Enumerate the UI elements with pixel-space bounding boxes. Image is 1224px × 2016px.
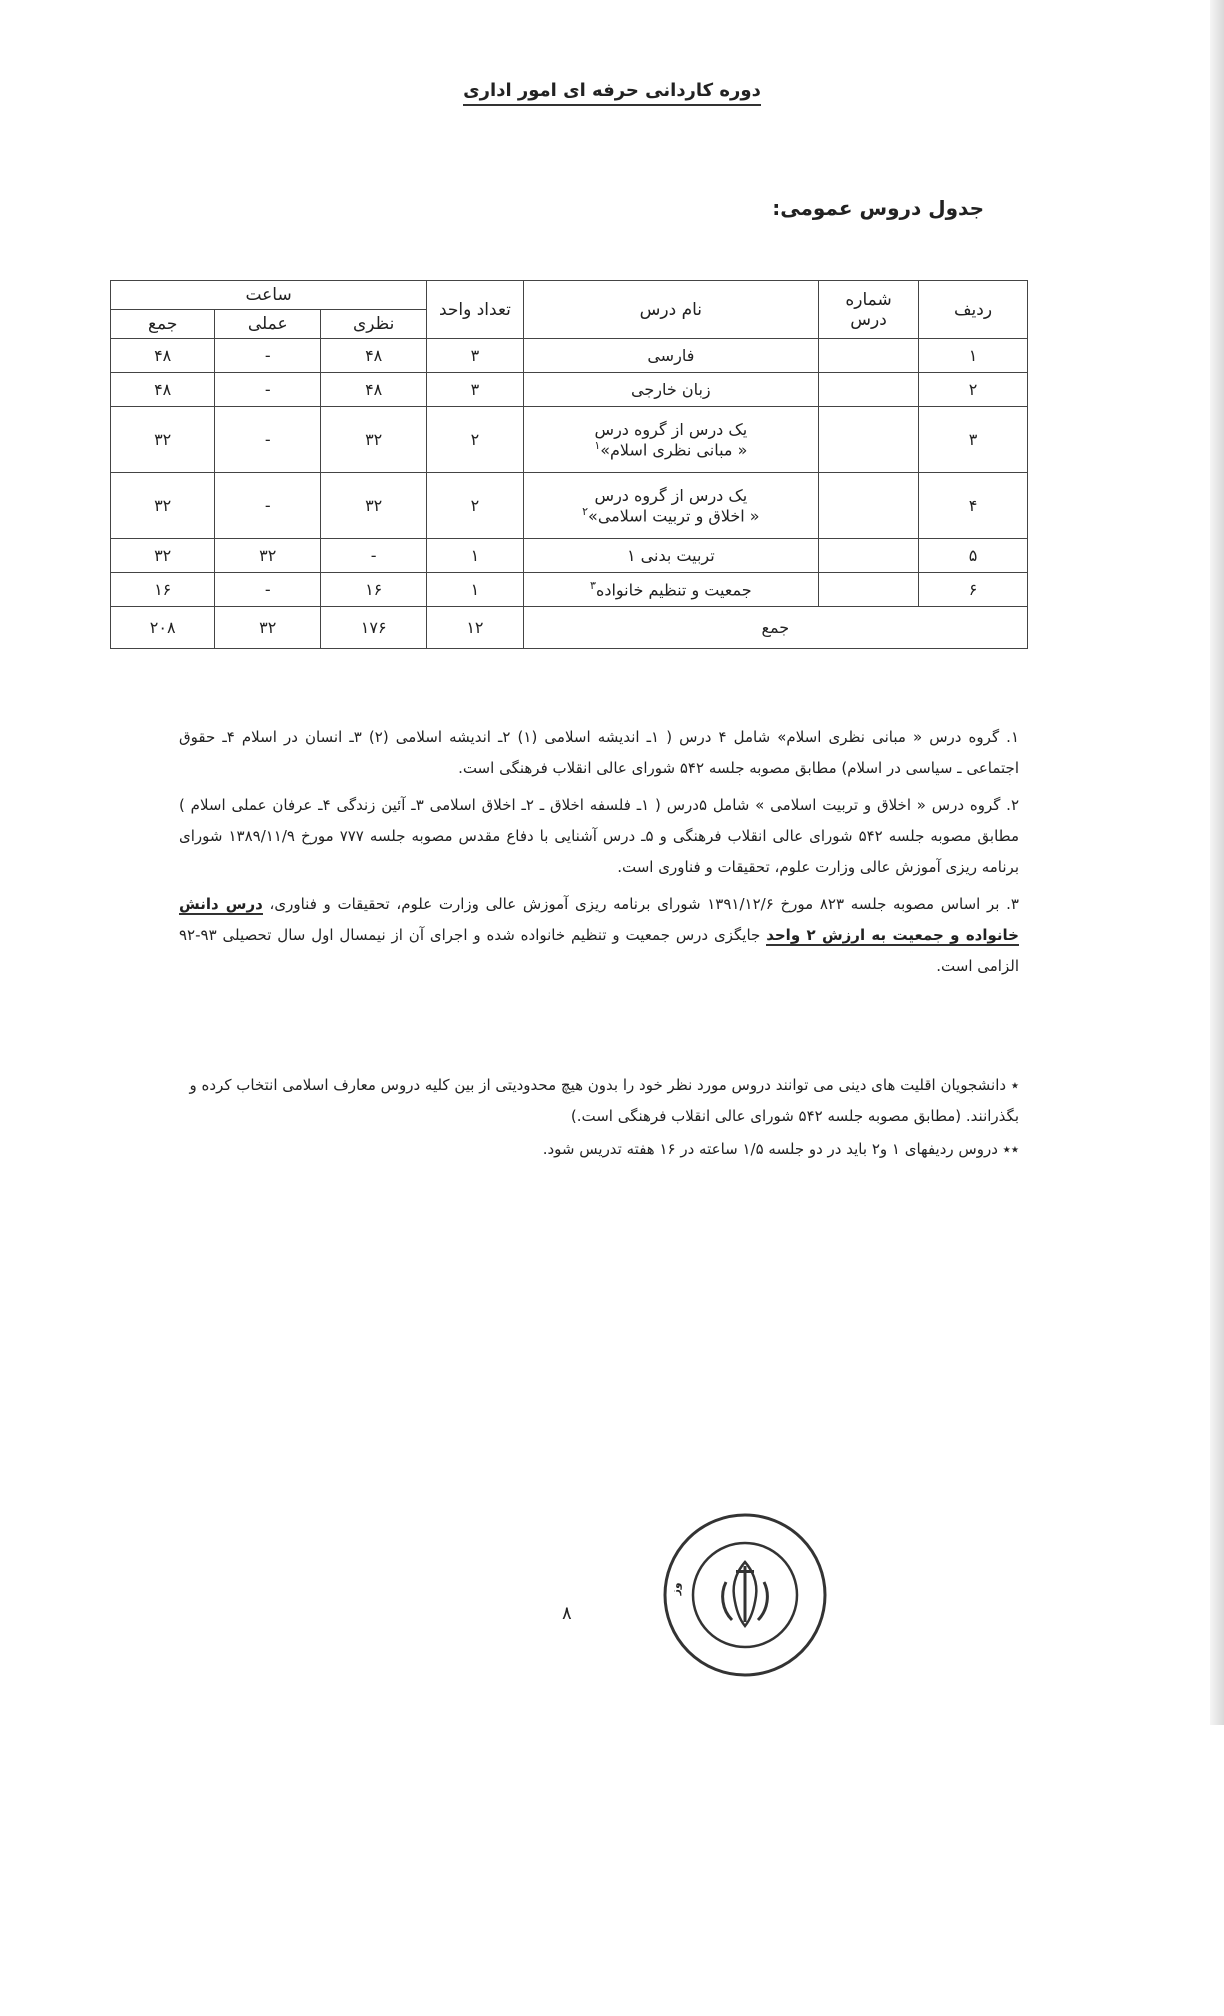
table-header-row: [111, 281, 1028, 310]
cell-units: ۲: [427, 473, 523, 539]
header-practical: عملی: [215, 310, 321, 339]
highlighted-course: درس دانش خانواده و جمعیت به ارزش ۲ واحد: [179, 895, 1019, 944]
cell-radif: ۶: [919, 573, 1028, 607]
cell-total: ۴۸: [111, 373, 215, 407]
cell-practical: -: [215, 473, 321, 539]
note-2: ۲. گروه درس « اخلاق و تربیت اسلامی » شامل ۵درس ( ۱ـ فلسفه اخلاق ـ ۲ـ اخلاق اسلامی ۳ـ آئین زندگی ۴ـ عرفان عملی اسلام ) مطابق مصوبه جلسه ۵۴۲ شورای عالی انقلاب فرهنگی و ۵ـ درس آشنایی با دفاع مقدس مصوبه جلسه ۷۷۷ مورخ ۱۳۸۹/۱۱/۹ شورای برنامه ریزی آموزش عالی وزارت علوم، تحقیقات و فناوری است.: [179, 796, 1020, 876]
cell-radif: ۵: [919, 539, 1028, 573]
notes-section: [179, 722, 1019, 988]
cell-sum-total: ۲۰۸: [111, 607, 215, 649]
header-course-name: نام درس: [523, 281, 818, 339]
cell-units: ۳: [427, 339, 523, 373]
header-hours: ساعت: [111, 281, 427, 310]
cell-course-name: زبان خارجی: [523, 373, 818, 407]
cell-practical: -: [215, 339, 321, 373]
header-units: تعداد واحد: [427, 281, 523, 339]
footnote-marker: ۳: [590, 579, 596, 593]
cell-radif: ۳: [919, 407, 1028, 473]
cell-practical: -: [215, 407, 321, 473]
table-row: [111, 539, 1028, 573]
svg-text:وزارت علوم، تحقیقات و فناوری -: وز: [669, 1581, 684, 1596]
cell-sum-practical: ۳۲: [215, 607, 321, 649]
cell-course-number: [819, 573, 919, 607]
cell-radif: ۲: [919, 373, 1028, 407]
cell-course-number: [819, 339, 919, 373]
document-title: دوره کاردانی حرفه ای امور اداری: [0, 80, 1224, 101]
courses-table: [110, 280, 1028, 649]
cell-theory: ۴۸: [321, 339, 427, 373]
footnote-marker: ۲: [582, 504, 589, 518]
header-total: جمع: [111, 310, 215, 339]
header-course-number: شماره درس: [819, 281, 919, 339]
cell-course-name: جمعیت و تنظیم خانواده$^۳$: [523, 573, 818, 607]
cell-theory: ۴۸: [321, 373, 427, 407]
cell-course-number: [819, 373, 919, 407]
cell-practical: -: [215, 373, 321, 407]
footnote-2: ٭٭ دروس ردیفهای ۱ و۲ باید در دو جلسه ۱/۵ ساعته در ۱۶ هفته تدریس شود.: [542, 1140, 1019, 1158]
cell-course-number: [819, 473, 919, 539]
cell-total: ۳۲: [111, 473, 215, 539]
cell-sum-label: جمع: [523, 607, 1027, 649]
table-row: [111, 373, 1028, 407]
cell-practical: ۳۲: [215, 539, 321, 573]
note-3: ۳. بر اساس مصوبه جلسه ۸۲۳ مورخ ۱۳۹۱/۱۲/۶ شورای برنامه ریزی آموزش عالی وزارت علوم، تحقیقات و فناوری، درس دانش خانواده و جمعیت به ارزش ۲ واحد جایگزی درس جمعیت و تنظیم خانواده شده و اجرای آن از نیمسال اول سال تحصیلی ۹۳-۹۲ الزامی است.: [179, 895, 1019, 975]
cell-theory: ۳۲: [321, 473, 427, 539]
cell-units: ۳: [427, 373, 523, 407]
ministry-seal: [660, 1510, 830, 1680]
cell-units: ۲: [427, 407, 523, 473]
blank-margin: [0, 1725, 1224, 2016]
table-caption: جدول دروس عمومی:: [772, 196, 984, 220]
cell-theory: ۳۲: [321, 407, 427, 473]
course-name-line2: « مبانی نظری اسلام»$^۱$: [594, 438, 748, 460]
cell-sum-theory: ۱۷۶: [321, 607, 427, 649]
header-theory: نظری: [321, 310, 427, 339]
cell-total: ۴۸: [111, 339, 215, 373]
cell-total: ۳۲: [111, 539, 215, 573]
table-sum-row: [111, 607, 1028, 649]
cell-radif: ۴: [919, 473, 1028, 539]
cell-course-name: [523, 473, 818, 539]
page-number: ۸: [562, 1603, 572, 1624]
cell-theory: ۱۶: [321, 573, 427, 607]
cell-theory: -: [321, 539, 427, 573]
cell-units: ۱: [427, 539, 523, 573]
header-radif: ردیف: [919, 281, 1028, 339]
table-row: [111, 473, 1028, 539]
cell-course-name: [523, 407, 818, 473]
note-1: ۱. گروه درس « مبانی نظری اسلام» شامل ۴ درس ( ۱ـ اندیشه اسلامی (۱) ۲ـ اندیشه اسلامی (۲) ۳ـ انسان در اسلام ۴ـ حقوق اجتماعی ـ سیاسی در اسلام) مطابق مصوبه جلسه ۵۴۲ شورای عالی انقلاب فرهنگی است.: [179, 728, 1019, 777]
table-row: [111, 407, 1028, 473]
cell-total: ۱۶: [111, 573, 215, 607]
cell-course-name: فارسی: [523, 339, 818, 373]
course-name-line1: یک درس از گروه درس: [594, 419, 748, 439]
cell-units: ۱: [427, 573, 523, 607]
cell-radif: ۱: [919, 339, 1028, 373]
course-name-line1: یک درس از گروه درس: [594, 485, 748, 505]
table-row: [111, 573, 1028, 607]
footnote-marker: ۱: [594, 438, 601, 452]
cell-total: ۳۲: [111, 407, 215, 473]
table-row: [111, 339, 1028, 373]
cell-course-number: [819, 539, 919, 573]
cell-course-number: [819, 407, 919, 473]
page-edge-shadow: [1210, 0, 1224, 1725]
course-name-line2: « اخلاق و تربیت اسلامی»$^۲$: [582, 504, 760, 526]
cell-practical: -: [215, 573, 321, 607]
footnotes-section: [179, 1070, 1019, 1167]
cell-sum-units: ۱۲: [427, 607, 523, 649]
seal-graphic: [660, 1510, 830, 1680]
cell-course-name: تربیت بدنی ۱: [523, 539, 818, 573]
footnote-1: ٭ دانشجویان اقلیت های دینی می توانند دروس مورد نظر خود را بدون هیچ محدودیتی از بین کلیه دروس معارف اسلامی انتخاب کرده و بگذرانند. (مطابق مصوبه جلسه ۵۴۲ شورای عالی انقلاب فرهنگی است.): [189, 1076, 1019, 1125]
